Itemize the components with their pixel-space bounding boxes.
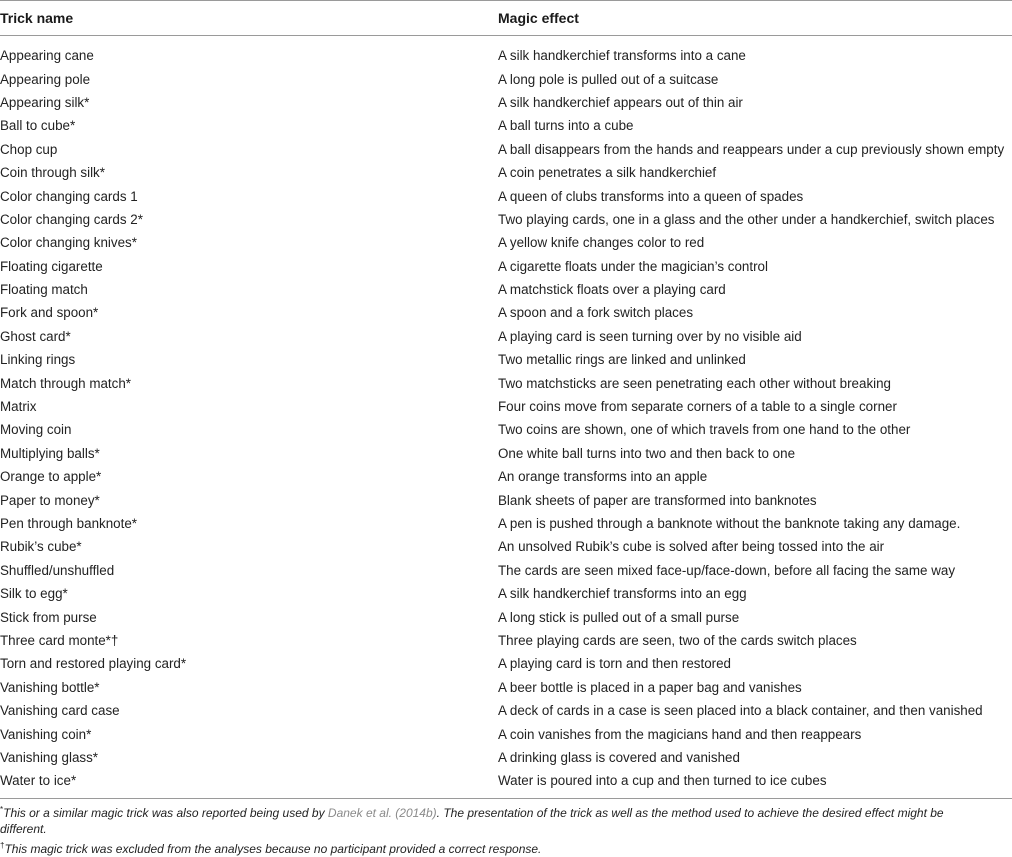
trick-name-cell: Pen through banknote* xyxy=(0,516,498,531)
footnote-1-continued: different. xyxy=(0,821,1012,838)
table-row xyxy=(0,559,1012,582)
trick-name-cell: Fork and spoon* xyxy=(0,305,498,320)
magic-effect-cell: The cards are seen mixed face-up/face-down, before all facing the same way xyxy=(498,563,1012,578)
table-row xyxy=(0,67,1012,90)
table-row xyxy=(0,161,1012,184)
magic-effect-cell: Two coins are shown, one of which travels from one hand to the other xyxy=(498,422,1012,437)
table-row xyxy=(0,348,1012,371)
trick-name-cell: Color changing cards 1 xyxy=(0,189,498,204)
trick-name-cell: Linking rings xyxy=(0,352,498,367)
magic-effect-cell: A deck of cards in a case is seen placed into a black container, and then vanished xyxy=(498,703,1012,718)
table-row xyxy=(0,676,1012,699)
magic-effect-cell: One white ball turns into two and then back to one xyxy=(498,446,1012,461)
trick-name-cell: Orange to apple* xyxy=(0,469,498,484)
magic-effect-cell: A drinking glass is covered and vanished xyxy=(498,750,1012,765)
header-trick-name: Trick name xyxy=(0,10,498,26)
magic-effect-cell: A spoon and a fork switch places xyxy=(498,305,1012,320)
magic-effect-cell: Two playing cards, one in a glass and the other under a handkerchief, switch places xyxy=(498,212,1012,227)
magic-effect-cell: A ball turns into a cube xyxy=(498,118,1012,133)
trick-name-cell: Multiplying balls* xyxy=(0,446,498,461)
table-row xyxy=(0,605,1012,628)
footnote-1-text-after: . The presentation of the trick as well as the method used to achieve the desired effect might be xyxy=(437,806,944,820)
magic-effect-cell: A silk handkerchief appears out of thin air xyxy=(498,95,1012,110)
table-row xyxy=(0,325,1012,348)
magic-effect-cell: An unsolved Rubik’s cube is solved after being tossed into the air xyxy=(498,539,1012,554)
trick-name-cell: Matrix xyxy=(0,399,498,414)
table-row xyxy=(0,91,1012,114)
footnote-2 xyxy=(0,838,1012,857)
trick-name-cell: Shuffled/unshuffled xyxy=(0,563,498,578)
trick-name-cell: Ball to cube* xyxy=(0,118,498,133)
magic-effect-cell: A ball disappears from the hands and reappears under a cup previously shown empty xyxy=(498,142,1012,157)
footnote-1-text-before: This or a similar magic trick was also reported being used by xyxy=(3,806,328,820)
trick-name-cell: Silk to egg* xyxy=(0,586,498,601)
magic-effect-cell: A beer bottle is placed in a paper bag and vanishes xyxy=(498,680,1012,695)
table-row xyxy=(0,278,1012,301)
footnote-1-marker: * xyxy=(0,805,3,814)
magic-effect-cell: A cigarette floats under the magician’s control xyxy=(498,259,1012,274)
trick-name-cell: Vanishing glass* xyxy=(0,750,498,765)
table-row xyxy=(0,395,1012,418)
trick-name-cell: Appearing cane xyxy=(0,48,498,63)
trick-name-cell: Three card monte*† xyxy=(0,633,498,648)
magic-effect-cell: A silk handkerchief transforms into an egg xyxy=(498,586,1012,601)
magic-effect-cell: An orange transforms into an apple xyxy=(498,469,1012,484)
magic-effect-cell: Water is poured into a cup and then turned to ice cubes xyxy=(498,773,1012,788)
magic-effect-cell: A pen is pushed through a banknote without the banknote taking any damage. xyxy=(498,516,1012,531)
footnote-2-text: This magic trick was excluded from the analyses because no participant provided a correct response. xyxy=(4,842,541,856)
magic-effect-cell: A long pole is pulled out of a suitcase xyxy=(498,72,1012,87)
trick-name-cell: Coin through silk* xyxy=(0,165,498,180)
trick-name-cell: Moving coin xyxy=(0,422,498,437)
table-row xyxy=(0,465,1012,488)
table-row xyxy=(0,582,1012,605)
magic-effect-cell: A playing card is seen turning over by no visible aid xyxy=(498,329,1012,344)
magic-effect-cell: A queen of clubs transforms into a queen of spades xyxy=(498,189,1012,204)
table-row xyxy=(0,746,1012,769)
table-row xyxy=(0,255,1012,278)
table-row xyxy=(0,512,1012,535)
magic-effect-cell: Blank sheets of paper are transformed into banknotes xyxy=(498,493,1012,508)
trick-name-cell: Appearing silk* xyxy=(0,95,498,110)
table-row xyxy=(0,699,1012,722)
footnote-1-citation-link[interactable]: Danek et al. (2014b) xyxy=(328,806,437,820)
magic-effect-cell: A matchstick floats over a playing card xyxy=(498,282,1012,297)
trick-name-cell: Rubik’s cube* xyxy=(0,539,498,554)
trick-name-cell: Match through match* xyxy=(0,376,498,391)
table-row xyxy=(0,652,1012,675)
trick-name-cell: Color changing knives* xyxy=(0,235,498,250)
table-body xyxy=(0,36,1012,793)
footnote-2-marker: † xyxy=(0,841,4,850)
trick-name-cell: Vanishing coin* xyxy=(0,727,498,742)
magic-effect-cell: A coin vanishes from the magicians hand and then reappears xyxy=(498,727,1012,742)
table-row xyxy=(0,442,1012,465)
trick-name-cell: Floating cigarette xyxy=(0,259,498,274)
table-header-row xyxy=(0,1,1012,35)
table-row xyxy=(0,769,1012,792)
table-row xyxy=(0,371,1012,394)
table-row xyxy=(0,184,1012,207)
trick-name-cell: Water to ice* xyxy=(0,773,498,788)
magic-effect-cell: Four coins move from separate corners of a table to a single corner xyxy=(498,399,1012,414)
table-row xyxy=(0,535,1012,558)
trick-name-cell: Ghost card* xyxy=(0,329,498,344)
table-row xyxy=(0,722,1012,745)
trick-name-cell: Vanishing card case xyxy=(0,703,498,718)
table-row xyxy=(0,629,1012,652)
table-row xyxy=(0,114,1012,137)
trick-name-cell: Appearing pole xyxy=(0,72,498,87)
magic-effect-cell: A silk handkerchief transforms into a cane xyxy=(498,48,1012,63)
magic-effect-cell: A yellow knife changes color to red xyxy=(498,235,1012,250)
trick-name-cell: Paper to money* xyxy=(0,493,498,508)
header-magic-effect: Magic effect xyxy=(498,10,1012,26)
footnote-1 xyxy=(0,802,1012,822)
trick-name-cell: Torn and restored playing card* xyxy=(0,656,498,671)
magic-effect-cell: Two matchsticks are seen penetrating each other without breaking xyxy=(498,376,1012,391)
table-row xyxy=(0,44,1012,67)
table-row xyxy=(0,138,1012,161)
magic-effect-cell: A playing card is torn and then restored xyxy=(498,656,1012,671)
magic-effect-cell: A long stick is pulled out of a small purse xyxy=(498,610,1012,625)
table-row xyxy=(0,231,1012,254)
magic-effect-cell: Two metallic rings are linked and unlinked xyxy=(498,352,1012,367)
magic-effect-cell: Three playing cards are seen, two of the cards switch places xyxy=(498,633,1012,648)
table-row xyxy=(0,488,1012,511)
trick-name-cell: Floating match xyxy=(0,282,498,297)
trick-name-cell: Vanishing bottle* xyxy=(0,680,498,695)
trick-name-cell: Stick from purse xyxy=(0,610,498,625)
table-row xyxy=(0,208,1012,231)
table-row xyxy=(0,301,1012,324)
magic-effect-cell: A coin penetrates a silk handkerchief xyxy=(498,165,1012,180)
trick-name-cell: Chop cup xyxy=(0,142,498,157)
table-footnotes xyxy=(0,799,1012,857)
trick-name-cell: Color changing cards 2* xyxy=(0,212,498,227)
table-row xyxy=(0,418,1012,441)
